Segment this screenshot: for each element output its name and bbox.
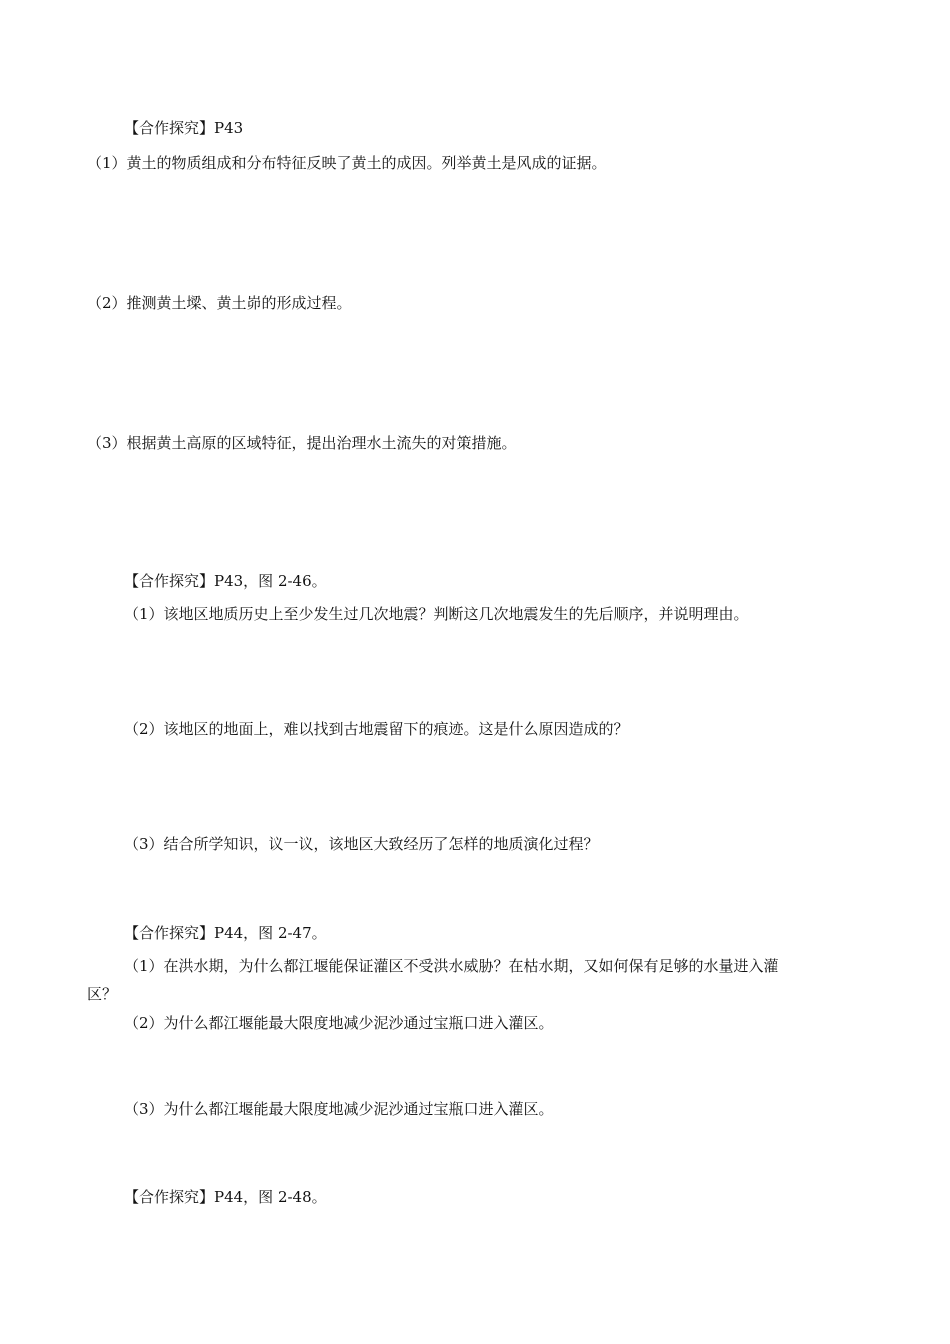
section1-question-2: （2）推测黄土墚、黄土峁的形成过程。 [87, 294, 352, 312]
section1-heading: 【合作探究】P43 [124, 119, 244, 137]
section2-question-2: （2）该地区的地面上，难以找到古地震留下的痕迹。这是什么原因造成的？ [124, 720, 629, 738]
section2-question-3: （3）结合所学知识，议一议，该地区大致经历了怎样的地质演化过程？ [124, 835, 599, 853]
section4-heading: 【合作探究】P44，图 2-48。 [124, 1188, 327, 1206]
section3-heading: 【合作探究】P44，图 2-47。 [124, 924, 327, 942]
section3-question-2: （2）为什么都江堰能最大限度地减少泥沙通过宝瓶口进入灌区。 [124, 1014, 554, 1032]
section2-heading: 【合作探究】P43，图 2-46。 [124, 572, 327, 590]
section2-question-1: （1）该地区地质历史上至少发生过几次地震？判断这几次地震发生的先后顺序，并说明理由。 [124, 605, 749, 623]
section3-question-3: （3）为什么都江堰能最大限度地减少泥沙通过宝瓶口进入灌区。 [124, 1100, 554, 1118]
section1-question-3: （3）根据黄土高原的区域特征，提出治理水土流失的对策措施。 [87, 434, 517, 452]
section3-question-1-continued: 区？ [87, 985, 118, 1003]
section3-question-1: （1）在洪水期，为什么都江堰能保证灌区不受洪水威胁？在枯水期，又如何保有足够的水量进入灌 [124, 957, 779, 975]
section1-question-1: （1）黄土的物质组成和分布特征反映了黄土的成因。列举黄土是风成的证据。 [87, 154, 607, 172]
